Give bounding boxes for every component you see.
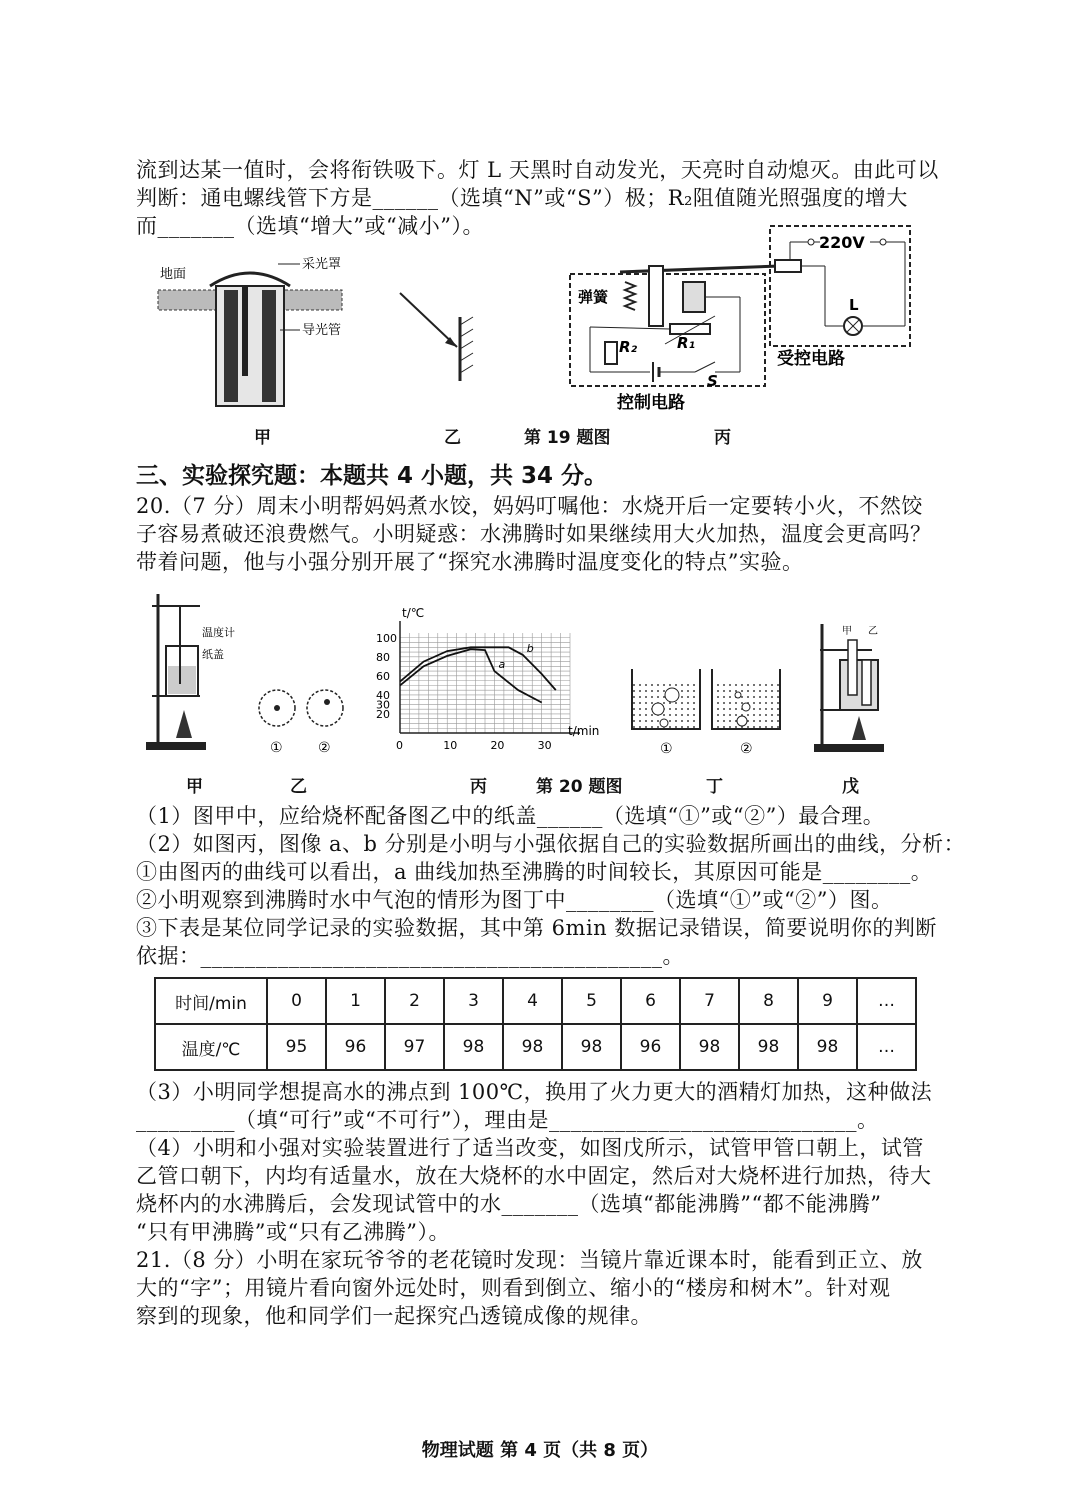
- table-cell: 3: [444, 978, 503, 1024]
- chart-xlabel: t/min: [568, 724, 600, 738]
- x-tick-label: 0: [396, 739, 403, 752]
- q20-intro-1: 20.（7 分）周末小明帮妈妈煮水饺，妈妈叮嘱他：水烧开后一定要转小火，不然饺: [136, 494, 923, 518]
- fig19-bing: [565, 222, 915, 417]
- fig20-ding: [620, 665, 790, 760]
- fig20-caption-jia: 甲: [186, 777, 203, 797]
- table-cell: 96: [621, 1024, 680, 1070]
- q20-part-2-3: ③下表是某位同学记录的实验数据，其中第 6min 数据记录错误，简要说明你的判断: [136, 916, 937, 940]
- fig19-caption-jia: 甲: [254, 428, 271, 448]
- table-cell: …: [857, 1024, 916, 1070]
- table-cell: 2: [385, 978, 444, 1024]
- table-cell: 8: [739, 978, 798, 1024]
- table-cell: 6: [621, 978, 680, 1024]
- q20-part-2-1: ①由图丙的曲线可以看出，a 曲线加热至沸腾的时间较长，其原因可能是________。: [136, 860, 933, 884]
- table-row-time: [155, 978, 916, 1024]
- fig19-label-pipe: 导光管: [302, 323, 342, 338]
- fig20-label-lid: 纸盖: [202, 648, 224, 661]
- q19-line-2: 判断：通电螺线管下方是______（选填“N”或“S”）极；R₂阻值随光照强度的增大: [136, 186, 908, 210]
- q20-part-2-2: ②小明观察到沸腾时水中气泡的情形为图丁中________（选填“①”或“②”）图。: [136, 888, 893, 912]
- q20-part-4-cont-3: “只有甲沸腾”或“只有乙沸腾”）。: [136, 1220, 450, 1244]
- table-cell: 98: [798, 1024, 857, 1070]
- q20-data-table: [154, 977, 917, 1071]
- fig20-caption-ding: 丁: [706, 777, 723, 797]
- fig19-label-controlled: 受控电路: [777, 349, 845, 369]
- fig20-caption-title: 第 20 题图: [536, 777, 623, 797]
- page-footer: 物理试题 第 4 页（共 8 页）: [421, 1440, 659, 1461]
- q20-intro-3: 带着问题，他与小强分别开展了“探究水沸腾时温度变化的特点”实验。: [136, 550, 804, 574]
- fig19-label-r2: R₂: [619, 338, 638, 356]
- q21-line-3: 察到的现象，他和同学们一起探究凸透镜成像的规律。: [136, 1304, 652, 1328]
- fig20-lid-1-label: ①: [270, 740, 283, 756]
- table-row-temp: [155, 1024, 916, 1070]
- q20-part-4-cont-1: 乙管口朝下，内均有适量水，放在大烧杯的水中固定，然后对大烧杯进行加热，待大: [136, 1164, 932, 1188]
- fig20-tube-jia: 甲: [842, 626, 852, 637]
- y-tick-label: 30: [376, 698, 390, 712]
- table-cell: 5: [562, 978, 621, 1024]
- y-tick-label: 80: [376, 650, 390, 664]
- table-cell: 0: [267, 978, 326, 1024]
- x-tick-label: 10: [443, 739, 458, 752]
- fig20-chart: [370, 605, 610, 757]
- table-cell: 4: [503, 978, 562, 1024]
- fig19-caption-bing: 丙: [714, 428, 731, 448]
- q20-part-3: （3）小明同学想提高水的沸点到 100℃，换用了火力更大的酒精灯加热，这种做法: [136, 1080, 933, 1104]
- q20-intro-2: 子容易煮破还浪费燃气。小明疑惑：水沸腾时如果继续用大火加热，温度会更高吗？: [136, 522, 932, 546]
- chart-ylabel: t/℃: [402, 606, 425, 620]
- fig19-label-control: 控制电路: [617, 393, 685, 413]
- fig20-caption-bing: 丙: [470, 777, 487, 797]
- fig20-label-thermometer: 温度计: [202, 626, 235, 639]
- chart-ticks: [376, 632, 552, 752]
- q20-part-4: （4）小明和小强对实验装置进行了适当改变，如图戊所示，试管甲管口朝上，试管: [136, 1136, 924, 1160]
- fig20-ding-2-label: ②: [740, 741, 753, 757]
- q19-line-3: 而_______（选填“增大”或“减小”）。: [136, 214, 484, 238]
- fig20-tube-yi: 乙: [868, 626, 878, 637]
- fig19-label-switch: S: [707, 372, 718, 390]
- table-cell: 98: [739, 1024, 798, 1070]
- q21-line-2: 大的“字”；用镜片看向窗外远处时，则看到倒立、缩小的“楼房和树木”。针对观: [136, 1276, 891, 1300]
- fig19-label-r1: R₁: [677, 334, 696, 352]
- table-cell: 97: [385, 1024, 444, 1070]
- table-cell: 98: [444, 1024, 503, 1070]
- table-cell: 7: [680, 978, 739, 1024]
- fig19-label-cover: 采光罩: [302, 257, 342, 272]
- y-tick-label: 20: [376, 707, 390, 721]
- fig19-label-voltage: 220V: [819, 233, 865, 252]
- fig20-lid-2-label: ②: [318, 740, 331, 756]
- table-cell: 1: [326, 978, 385, 1024]
- table-cell: 98: [503, 1024, 562, 1070]
- fig20-wu: [812, 620, 892, 755]
- fig19-yi: [395, 285, 485, 385]
- series-label-b: b: [526, 641, 534, 655]
- q20-part-1: （1）图甲中，应给烧杯配备图乙中的纸盖______（选填“①”或“②”）最合理。: [136, 804, 885, 828]
- fig20-caption-wu: 戊: [842, 777, 859, 797]
- fig19-label-lamp: L: [849, 296, 859, 314]
- fig19-label-spring: 弹簧: [578, 288, 609, 306]
- table-cell: 9: [798, 978, 857, 1024]
- q20-part-2-3-cont: 依据：__________________________________________。: [136, 944, 684, 968]
- section-3-heading: 三、实验探究题：本题共 4 小题，共 34 分。: [136, 463, 608, 489]
- q20-part-2: （2）如图丙，图像 a、b 分别是小明与小强依据自己的实验数据所画出的曲线，分析：: [136, 832, 966, 856]
- fig19-label-ground: 地面: [160, 267, 187, 282]
- fig19-caption-title: 第 19 题图: [524, 428, 611, 448]
- table-cell: …: [857, 978, 916, 1024]
- q19-line-1: 流到达某一值时，会将衔铁吸下。灯 L 天黑时自动发光，天亮时自动熄灭。由此可以: [136, 158, 939, 182]
- q20-part-3-cont: _________（填“可行”或“不可行”），理由是____________________________。: [136, 1108, 879, 1132]
- table-cell: 95: [267, 1024, 326, 1070]
- x-tick-label: 20: [490, 739, 505, 752]
- fig19-caption-yi: 乙: [444, 428, 461, 448]
- q20-part-4-cont-2: 烧杯内的水沸腾后，会发现试管中的水_______（选填“都能沸腾”“都不能沸腾”: [136, 1192, 882, 1216]
- fig20-jia: [140, 588, 250, 758]
- table-header-temp: 温度/℃: [155, 1024, 267, 1070]
- table-header-time: 时间/min: [155, 978, 267, 1024]
- y-tick-label: 100: [376, 631, 397, 645]
- table-cell: 98: [562, 1024, 621, 1070]
- table-cell: 96: [326, 1024, 385, 1070]
- y-tick-label: 40: [376, 688, 390, 702]
- fig20-ding-1-label: ①: [660, 741, 673, 757]
- fig20-caption-yi: 乙: [290, 777, 307, 797]
- x-tick-label: 30: [537, 739, 552, 752]
- table-cell: 98: [680, 1024, 739, 1070]
- y-tick-label: 60: [376, 669, 390, 683]
- q21-line-1: 21.（8 分）小明在家玩爷爷的老花镜时发现：当镜片靠近课本时，能看到正立、放: [136, 1248, 923, 1272]
- fig19-jia: [150, 250, 360, 420]
- series-label-a: a: [498, 658, 506, 672]
- fig20-yi: [255, 680, 355, 760]
